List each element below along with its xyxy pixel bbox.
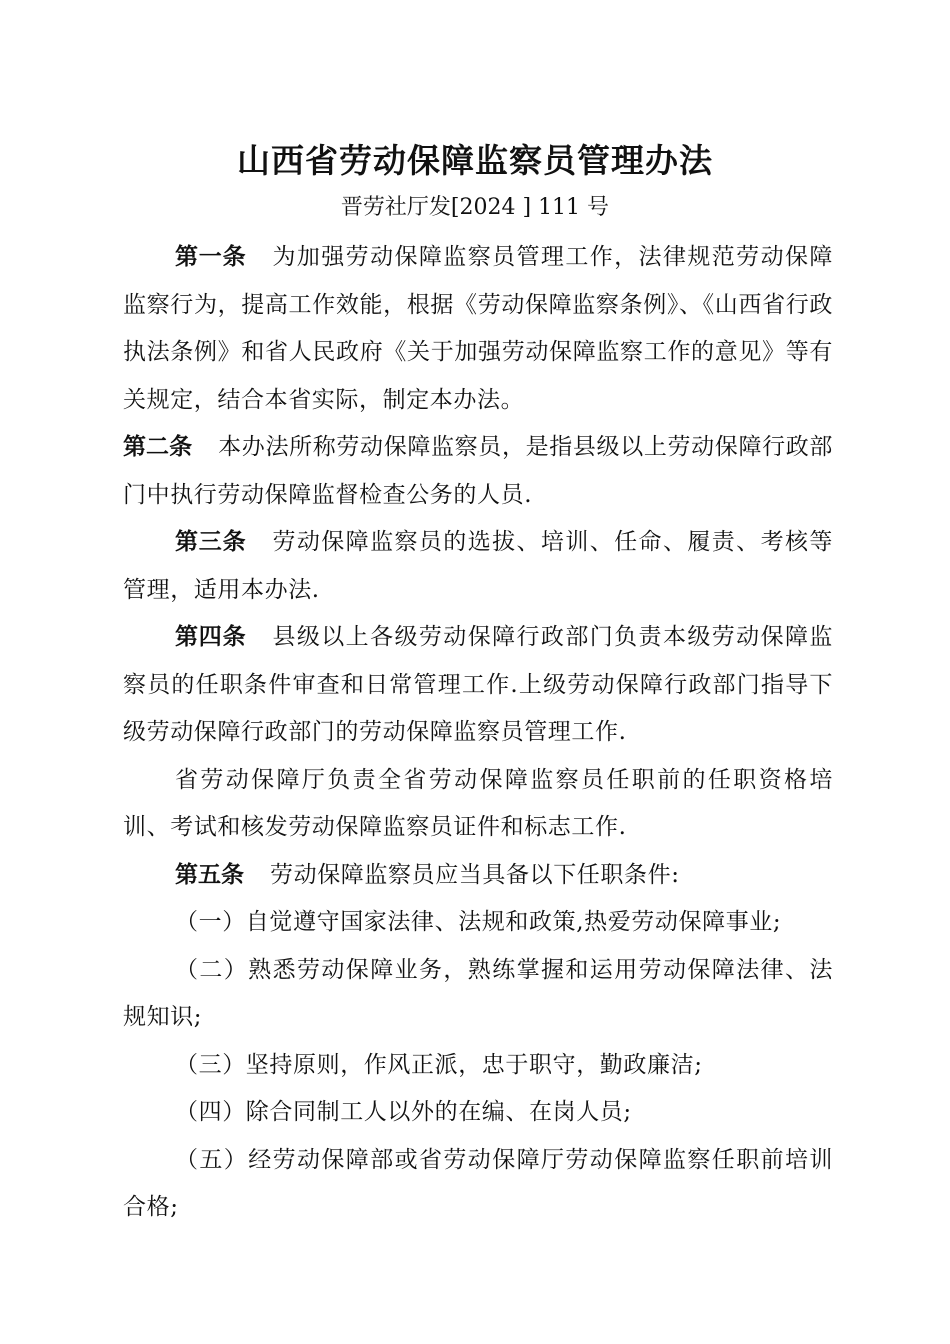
article-heading: 第三条	[175, 529, 247, 555]
list-item: （五）经劳动保障部或省劳动保障厅劳动保障监察任职前培训合格;	[123, 1146, 833, 1220]
list-item: （三）坚持原则，作风正派，忠于职守，勤政廉洁;	[175, 1051, 703, 1078]
list-item: （二）熟悉劳动保障业务，熟练掌握和运用劳动保障法律、法规知识;	[123, 956, 833, 1030]
article-4-paragraph-2: 省劳动保障厅负责全省劳动保障监察员任职前的任职资格培训、考试和核发劳动保障监察员证件和标志工作.	[123, 766, 833, 840]
article-4	[123, 614, 833, 757]
article-heading: 第四条	[175, 624, 247, 650]
document-body	[123, 234, 833, 1232]
document-number: 晋劳社厅发[2024 ] 111 号	[340, 195, 610, 220]
list-item: （一）自觉遵守国家法律、法规和政策,热爱劳动保障事业;	[175, 909, 782, 935]
article-5	[123, 852, 833, 900]
article-text: 本办法所称劳动保障监察员，是指县级以上劳动保障行政部门中执行劳动保障监督检查公务的人员.	[123, 434, 833, 508]
article-heading: 第五条	[175, 861, 244, 888]
article-text: 劳动保障监察员的选拔、培训、任命、履责、考核等管理，适用本办法.	[123, 529, 834, 603]
document-title: 山西省劳动保障监察员管理办法	[237, 141, 713, 180]
article-text: 劳动保障监察员应当具备以下任职条件:	[270, 861, 680, 888]
article-text: 县级以上各级劳动保障行政部门负责本级劳动保障监察员的任职条件审查和日常管理工作.上级劳动保障行政部门指导下级劳动保障行政部门的劳动保障监察员管理工作.	[123, 624, 834, 745]
article-2	[123, 424, 833, 519]
list-item: （四）除合同制工人以外的在编、在岗人员;	[175, 1099, 632, 1125]
article-1	[123, 234, 833, 424]
article-text: 为加强劳动保障监察员管理工作，法律规范劳动保障监察行为，提高工作效能，根据《劳动保障监察条例》、《山西省行政执法条例》和省人民政府《关于加强劳动保障监察工作的意见》等有关规定，结合本省实际，制定本办法。	[123, 244, 834, 413]
article-heading: 第一条	[175, 244, 247, 270]
article-3	[123, 519, 833, 614]
article-heading: 第二条	[123, 434, 193, 460]
